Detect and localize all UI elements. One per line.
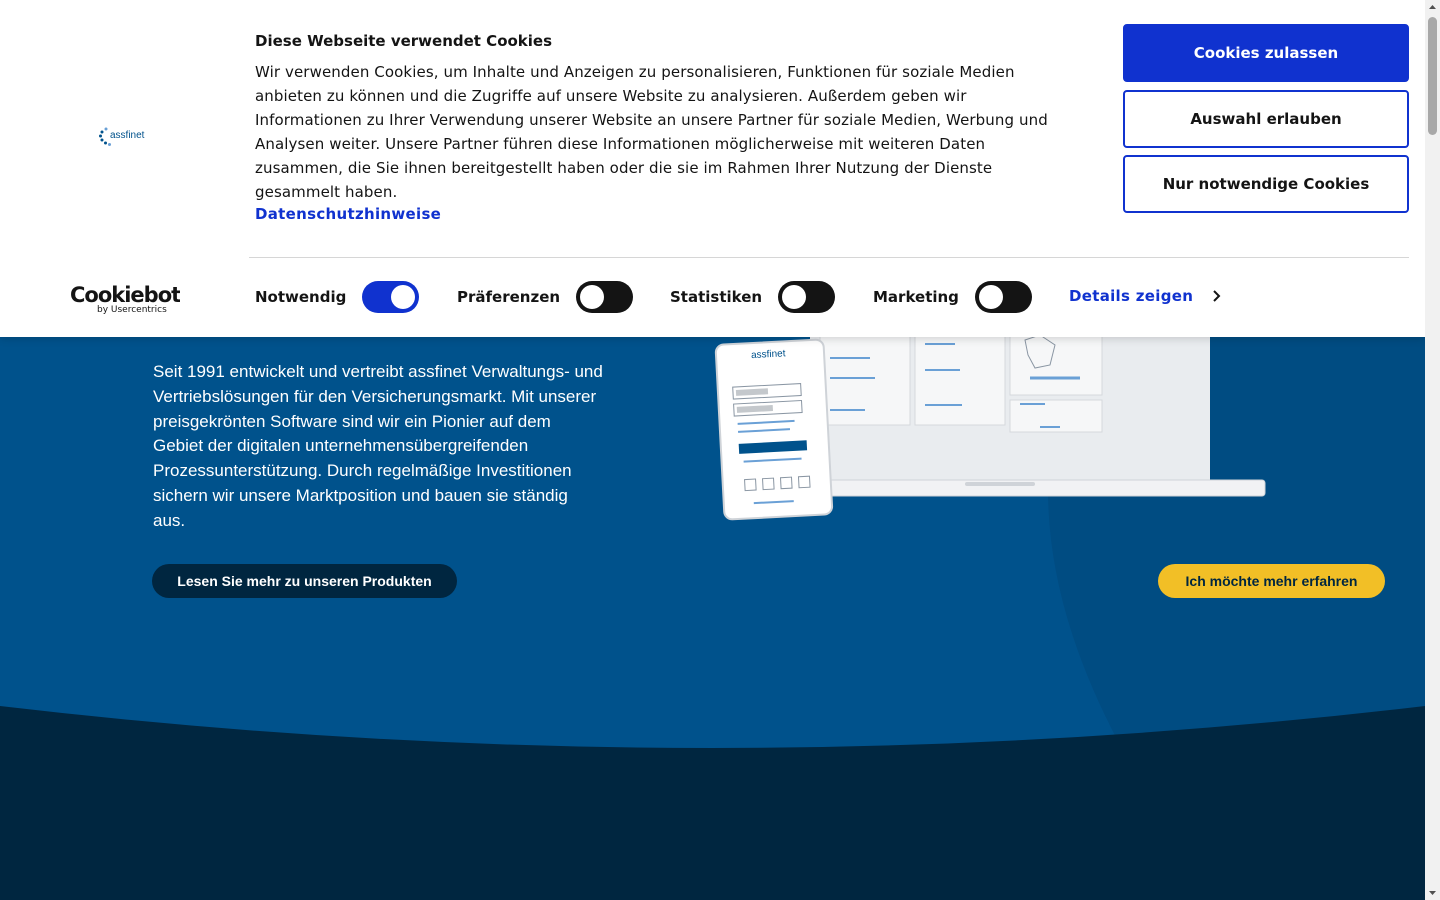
assfinet-logo <box>98 124 150 150</box>
footer-wave <box>0 706 1425 900</box>
banner-title: Diese Webseite verwendet Cookies <box>255 32 553 50</box>
toggle-label: Präferenzen <box>457 288 561 306</box>
privacy-link[interactable]: Datenschutzhinweise <box>255 205 442 223</box>
cookiebot-logo <box>70 282 180 314</box>
switch-knob <box>580 285 604 309</box>
toggle-label: Notwendig <box>255 288 347 306</box>
cookiebot-name: Cookiebot <box>70 283 180 307</box>
toggle-preferences <box>457 281 633 313</box>
necessary-cookies-only-button[interactable]: Nur notwendige Cookies <box>1123 155 1409 213</box>
allow-all-cookies-button[interactable]: Cookies zulassen <box>1123 24 1409 82</box>
mockup-logo: assfinet <box>750 348 786 362</box>
switch-knob <box>391 285 415 309</box>
chevron-right-icon <box>1209 288 1225 304</box>
details-label: Details zeigen <box>1069 287 1194 305</box>
details-link[interactable] <box>1069 287 1225 305</box>
page-scrollbar[interactable] <box>1425 0 1440 900</box>
toggle-statistics <box>670 281 835 313</box>
toggle-necessary <box>255 281 419 313</box>
logo-text: assfinet <box>110 130 145 141</box>
hero-description: Seit 1991 entwickelt und vertreibt assfinet Verwaltungs- und Vertriebslösungen für den Versicherungsmarkt. Mit unserer preisgekrönten Software sind wir ein Pionier auf dem Gebiet der digitalen unternehmensübergreifenden Prozessunterstützung. Durch regelmäßige Investitionen sichern wir unsere Marktposition und bauen sie ständig aus. <box>153 362 603 530</box>
learn-more-button[interactable]: Ich möchte mehr erfahren <box>1158 564 1385 598</box>
preferences-switch[interactable] <box>576 281 633 313</box>
device-mockup-image <box>700 330 1280 530</box>
switch-knob <box>979 285 1003 309</box>
arrow-down-icon[interactable] <box>1425 885 1440 900</box>
necessary-switch[interactable] <box>362 281 419 313</box>
banner-divider <box>249 257 1409 258</box>
scrollbar-thumb[interactable] <box>1428 17 1437 135</box>
toggle-label: Marketing <box>873 288 959 306</box>
statistics-switch[interactable] <box>778 281 835 313</box>
banner-body: Wir verwenden Cookies, um Inhalte und Anzeigen zu personalisieren, Funktionen für soziale Medien anbieten zu können und die Zugriffe auf unsere Website zu analysieren. Außerdem geben wir Informationen zu Ihrer Verwendung unserer Website an unsere Partner für soziale Medien, Werbung und Analysen weiter. Unsere Partner führen diese Informationen möglicherweise mit weiteren Daten zusammen, die Sie ihnen bereitgestellt haben oder die sie im Rahmen Ihrer Nutzung der Dienste gesammelt haben. <box>255 63 1048 201</box>
toggle-label: Statistiken <box>670 288 763 306</box>
cookiebot-by: by Usercentrics <box>97 305 167 314</box>
switch-knob <box>782 285 806 309</box>
allow-selection-button[interactable]: Auswahl erlauben <box>1123 90 1409 148</box>
marketing-switch[interactable] <box>975 281 1032 313</box>
arrow-up-icon[interactable] <box>1425 0 1440 15</box>
toggle-marketing <box>873 281 1032 313</box>
products-button[interactable]: Lesen Sie mehr zu unseren Produkten <box>152 564 457 598</box>
cookie-banner <box>0 0 1425 337</box>
